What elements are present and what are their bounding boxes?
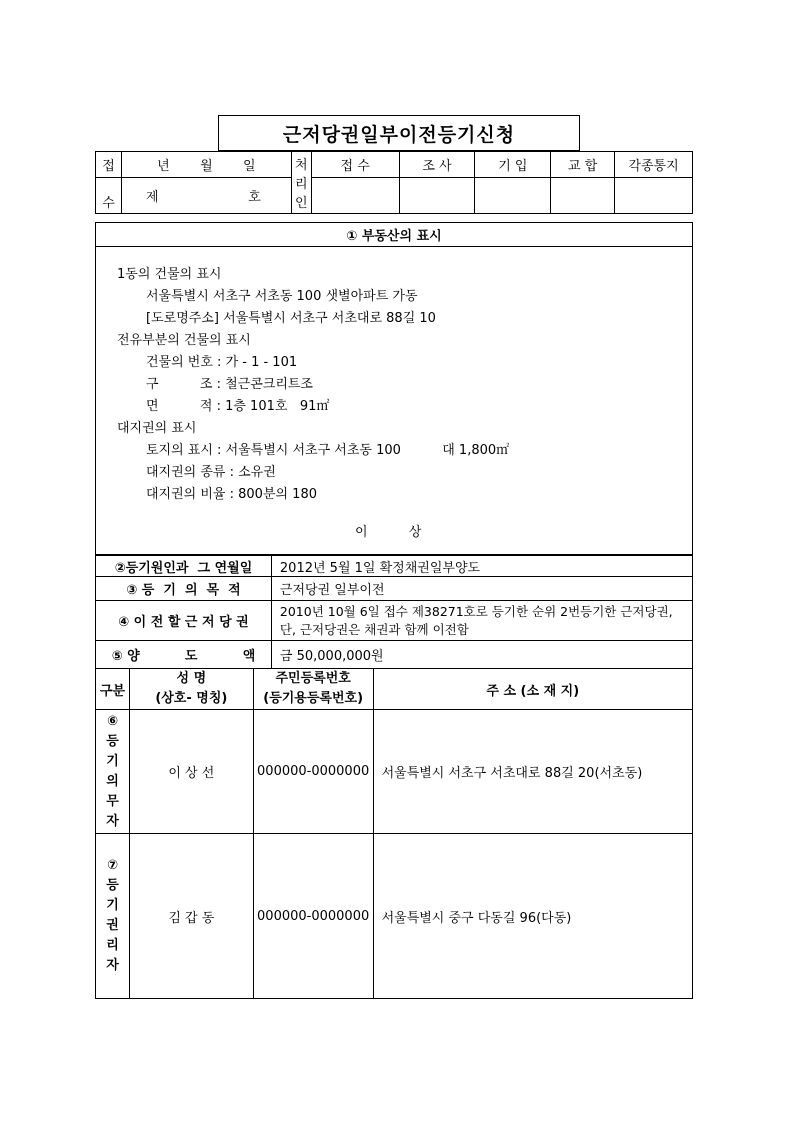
mortgage-value: 2010년 10월 6일 접수 제38271호로 등기한 순위 2번등기한 근저당권, 단, 근저당권은 채권과 함께 이전함 (271, 601, 692, 641)
number-suffix: 호 (248, 190, 261, 205)
cell-receipt (311, 178, 399, 214)
purpose-value: 근저당권 일부이전 (271, 577, 692, 601)
id-header (253, 669, 373, 710)
unit-number: 건물의 번호 : 가 - 1 - 101 (146, 355, 298, 370)
name-header-title: 성 명 (176, 671, 207, 686)
cell-review (399, 178, 475, 214)
col-review: 조 사 (399, 152, 475, 178)
table-row (96, 710, 693, 834)
land-right-ratio: 대지권의 비율 : 800분의 180 (146, 487, 317, 502)
obligor-name: 이 상 선 (129, 710, 253, 834)
day-label: 일 (242, 159, 256, 174)
table-row (96, 834, 693, 999)
id-header-title: 주민등록번호 (275, 671, 351, 686)
obligor-id: 000000-0000000 (253, 710, 373, 834)
receipt-table (95, 151, 693, 214)
month-label: 월 (200, 159, 213, 174)
id-header-sub: (등기용등록번호) (263, 691, 364, 706)
property-section (95, 222, 693, 555)
property-header: ① 부동산의 표시 (96, 223, 692, 247)
unit-area: 면 적 : 1층 101호 91㎡ (146, 399, 330, 414)
obligee-id: 000000-0000000 (253, 834, 373, 999)
cause-value: 2012년 5월 1일 확정채권일부양도 (271, 556, 692, 577)
mortgage-label: ④ 이 전 할 근 저 당 권 (96, 601, 272, 641)
end-mark: 이 상 (355, 525, 422, 540)
year-label: 년 (157, 159, 170, 174)
handler-label: 처 리 인 (291, 152, 311, 214)
transfer-amount-value: 금 50,000,000원 (271, 641, 692, 669)
col-check: 교 합 (551, 152, 615, 178)
obligee-address: 서울특별시 중구 다동길 96(다동) (373, 834, 692, 999)
cause-label: ②등기원인과 그 연월일 (96, 556, 272, 577)
col-entry: 기 입 (475, 152, 551, 178)
building-road-address: [도로명주소] 서울특별시 서초구 서초대로 88길 10 (146, 311, 436, 326)
obligee-label: ⑦ 등 기 권 리 자 (96, 834, 130, 999)
transfer-amount-label: ⑤ 양 도 액 (96, 641, 272, 669)
date-field (121, 152, 291, 178)
cell-entry (475, 178, 551, 214)
purpose-label: ③ 등 기 의 목 적 (96, 577, 272, 601)
cell-check (551, 178, 615, 214)
col-receipt: 접 수 (311, 152, 399, 178)
col-notices: 각종통지 (615, 152, 693, 178)
obligor-label: ⑥ 등 기 의 무 자 (96, 710, 130, 834)
unit-heading: 전유부분의 건물의 표시 (117, 333, 251, 348)
obligee-name: 김 갑 동 (129, 834, 253, 999)
obligor-address: 서울특별시 서초구 서초대로 88길 20(서초동) (373, 710, 692, 834)
building-address: 서울특별시 서초구 서초동 100 샛별아파트 가동 (146, 289, 418, 304)
cell-notices (615, 178, 693, 214)
address-header: 주 소 (소 재 지) (373, 669, 692, 710)
receipt-label-top: 접 (96, 152, 122, 178)
document-title: 근저당권일부이전등기신청 (218, 115, 580, 151)
number-prefix: 제 (145, 190, 159, 205)
land-right-type: 대지권의 종류 : 소유권 (146, 465, 276, 480)
name-header-sub: (상호- 명칭) (155, 691, 228, 706)
number-field (121, 178, 291, 214)
receipt-label-bottom: 수 (96, 178, 122, 214)
unit-structure: 구 조 : 철근콘크리트조 (146, 377, 313, 392)
registration-details (95, 555, 693, 669)
parties-table (95, 668, 693, 999)
name-header (129, 669, 253, 710)
building-heading: 1동의 건물의 표시 (117, 267, 222, 282)
land-right-heading: 대지권의 표시 (117, 421, 197, 436)
category-header: 구분 (96, 669, 130, 710)
land-description: 토지의 표시 : 서울특별시 서초구 서초동 100 대 1,800㎡ (146, 443, 510, 458)
